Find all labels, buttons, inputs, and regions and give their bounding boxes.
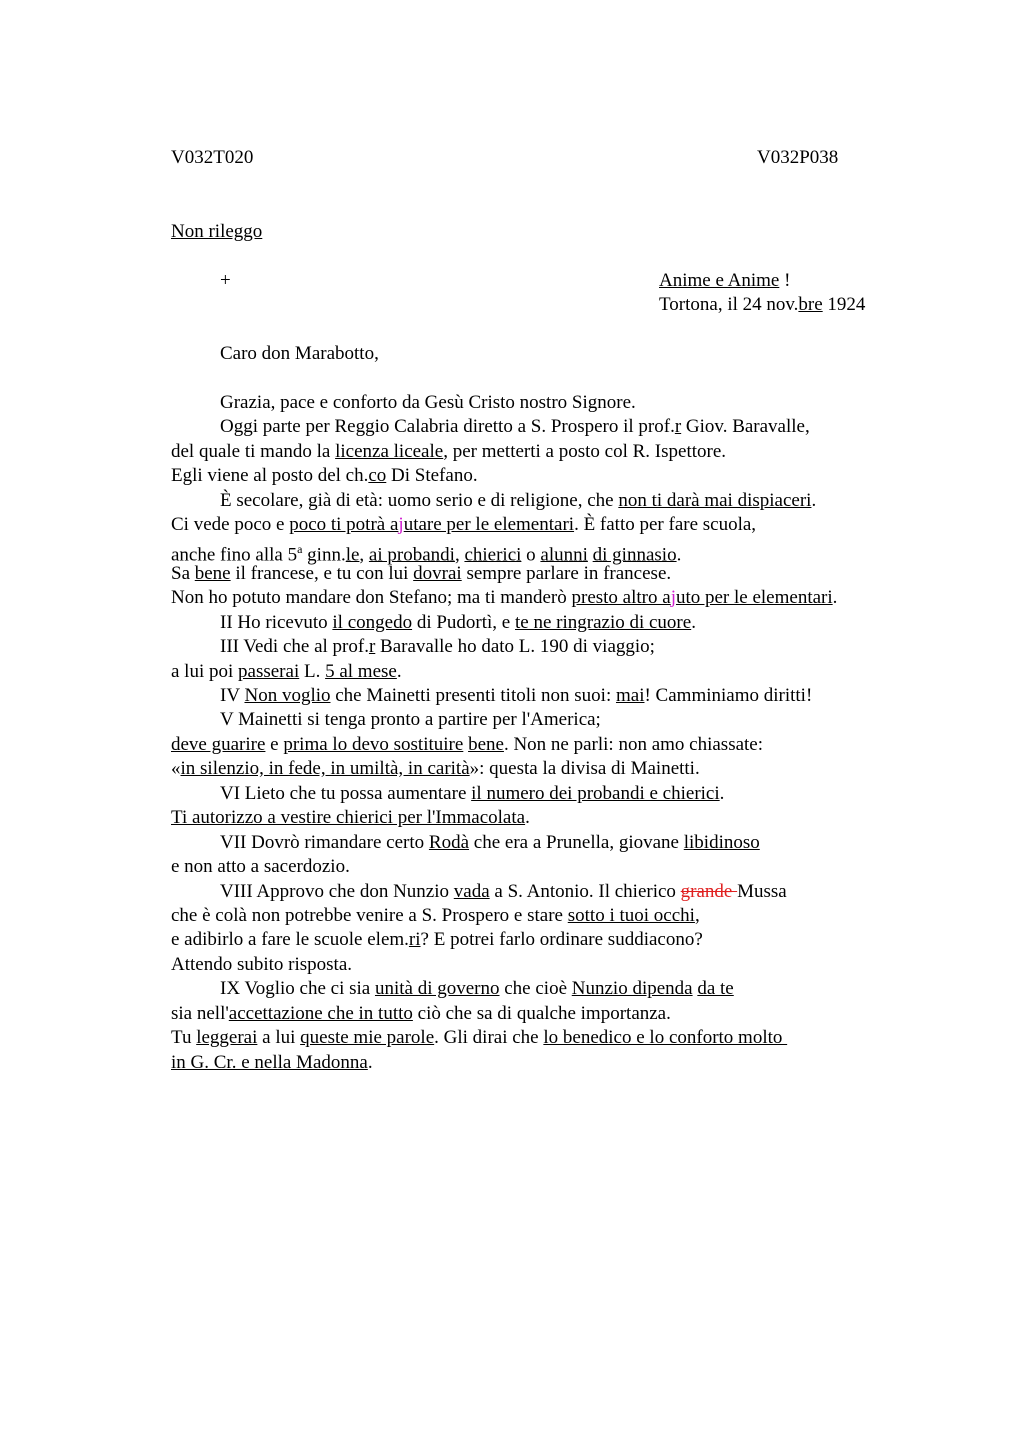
l2-a: Oggi parte per Reggio Calabria diretto a S. Prospero il prof.	[220, 416, 675, 437]
line-10	[220, 611, 696, 635]
line-20: e non atto a sacerdozio.	[171, 856, 350, 877]
l5-a: È secolare, già di età: uomo serio e di religione, che	[220, 490, 619, 511]
l15-c: prima lo devo sostituire	[283, 734, 464, 755]
line-19	[220, 831, 760, 855]
l5-b: non ti darà mai dispiaceri	[618, 490, 812, 511]
l15-b: e	[265, 734, 284, 755]
l27-a: Tu	[171, 1027, 197, 1048]
line-16	[171, 757, 700, 781]
l15-f: . Non ne parli: non amo chiassate:	[503, 734, 764, 755]
header-left-code: V032T020	[171, 147, 254, 168]
line-27	[171, 1026, 787, 1050]
l23-a: e adibirlo a fare le scuole elem.	[171, 929, 409, 950]
l21-e: Mussa	[737, 881, 787, 902]
l10-e: .	[691, 612, 696, 633]
l8-e: sempre parlare in francese.	[461, 563, 672, 584]
line-17	[220, 782, 724, 806]
l12-e: .	[396, 661, 402, 682]
l10-a: II Ho ricevuto	[220, 612, 333, 633]
l6-d: . È fatto per fare scuola,	[574, 514, 757, 535]
line-23	[171, 928, 703, 952]
l28-a: in G. Cr. e nella Madonna	[171, 1052, 368, 1073]
l7-c: le	[345, 544, 360, 566]
l13-e: ! Camminiamo diritti!	[644, 685, 813, 706]
l27-c: a lui	[257, 1027, 301, 1048]
l19-b: Rodà	[428, 832, 470, 853]
dateline-b: bre	[798, 294, 823, 315]
l12-d: 5 al mese	[325, 661, 397, 682]
l25-d: Nunzio dipenda	[571, 978, 693, 999]
l6-a: Ci vede poco e	[171, 514, 290, 535]
l7-i: alunni	[540, 544, 588, 566]
l15-e: bene	[468, 734, 504, 755]
motto-text: Anime e Anime	[659, 270, 780, 291]
l2-c: Giov. Baravalle,	[681, 416, 810, 437]
l19-a: VII Dovrò rimandare certo	[220, 832, 429, 853]
l7-b: ginn.	[302, 544, 346, 566]
l11-a: III Vedi che al prof.	[220, 636, 369, 657]
l26-c: ciò che sa di qualche importanza.	[412, 1003, 671, 1024]
l15-a: deve guarire	[171, 734, 266, 755]
l27-b: leggerai	[196, 1027, 258, 1048]
l13-b: Non voglio	[244, 685, 331, 706]
line-28	[171, 1051, 373, 1075]
l21-b: vada	[453, 881, 490, 902]
l3-b: licenza liceale	[335, 441, 444, 462]
l7-sup: a	[297, 542, 303, 556]
l8-c: il francese, e tu con lui	[230, 563, 414, 584]
l26-b: accettazione che in tutto	[228, 1003, 413, 1024]
line-3	[171, 440, 726, 464]
line-14: V Mainetti si tenga pronto a partire per l'America;	[220, 709, 601, 730]
l7-a: anche fino alla 5	[171, 544, 298, 566]
line-11	[220, 635, 655, 659]
l10-d: te ne ringrazio di cuore	[515, 612, 692, 633]
l9-j: j	[670, 587, 676, 608]
l5-c: .	[811, 490, 817, 511]
dateline	[659, 293, 865, 317]
l26-a: sia nell'	[171, 1003, 229, 1024]
l7-l: di ginnasio	[592, 544, 677, 566]
line-24: Attendo subito risposta.	[171, 954, 353, 975]
l4-a: Egli viene al posto del ch.	[171, 465, 369, 486]
cross: +	[220, 270, 231, 291]
l19-c: che era a Prunella, giovane	[469, 832, 684, 853]
l23-b: ri	[408, 929, 421, 950]
l7-f: ,	[454, 544, 465, 566]
l8-b: bene	[194, 563, 231, 584]
l3-a: del quale ti mando la	[171, 441, 336, 462]
line-4	[171, 464, 478, 488]
line-22	[171, 904, 700, 928]
l16-a: «	[171, 758, 181, 779]
l6-b: poco ti potrà a	[289, 514, 399, 535]
dateline-c: 1924	[822, 294, 866, 315]
line-5	[220, 489, 816, 513]
l22-a: che è colà non potrebbe venire a S. Prospero e stare	[171, 905, 568, 926]
l21-d: grande	[680, 881, 738, 902]
salutation: Caro don Marabotto,	[220, 343, 379, 364]
line-12	[171, 660, 402, 684]
line-21	[220, 880, 787, 904]
l8-a: Sa	[171, 563, 195, 584]
l16-b: in silenzio, in fede, in umiltà, in carità	[180, 758, 470, 779]
l12-a: a lui poi	[171, 661, 239, 682]
l6-c: utare per le elementari	[403, 514, 575, 535]
l22-b: sotto i tuoi occhi	[567, 905, 695, 926]
note: Non rileggo	[171, 221, 263, 242]
l7-d: ,	[359, 544, 369, 566]
l17-b: il numero dei probandi e chierici	[471, 783, 720, 804]
l13-a: IV	[220, 685, 245, 706]
l11-c: Baravalle ho dato L. 190 di viaggio;	[375, 636, 655, 657]
l12-b: passerai	[238, 661, 300, 682]
l17-a: VI Lieto che tu possa aumentare	[220, 783, 472, 804]
l9-d: .	[832, 587, 838, 608]
l10-c: di Pudortì, e	[412, 612, 515, 633]
l4-c: Di Stefano.	[386, 465, 478, 486]
l21-a: VIII Approvo che don Nunzio	[220, 881, 454, 902]
l13-d: mai	[615, 685, 645, 706]
l8-d: dovrai	[413, 563, 462, 584]
l10-b: il congedo	[332, 612, 413, 633]
l2-b: r	[674, 416, 682, 437]
line-6	[171, 513, 756, 537]
l12-c: L.	[299, 661, 326, 682]
l27-e: . Gli dirai che	[434, 1027, 544, 1048]
l13-c: che Mainetti presenti titoli non suoi:	[330, 685, 616, 706]
l6-j: j	[398, 514, 404, 535]
l25-a: IX Voglio che ci sia	[220, 978, 375, 999]
l23-c: ? E potrei farlo ordinare suddiacono?	[420, 929, 703, 950]
l19-d: libidinoso	[683, 832, 760, 853]
line-18	[171, 806, 530, 830]
l16-c: »: questa la divisa di Mainetti.	[469, 758, 700, 779]
l7-e: ai probandi	[368, 544, 455, 566]
l9-a: Non ho potuto mandare don Stefano; ma ti manderò	[171, 587, 572, 608]
l27-f: lo benedico e lo conforto molto	[543, 1027, 788, 1048]
motto	[659, 269, 790, 293]
line-1: Grazia, pace e conforto da Gesù Cristo nostro Signore.	[220, 392, 636, 413]
l7-m: .	[676, 544, 682, 566]
line-15	[171, 733, 763, 757]
l21-c: a S. Antonio. Il chierico	[489, 881, 681, 902]
l18-a: Ti autorizzo a vestire chierici per l'Immacolata	[171, 807, 526, 828]
l7-h: o	[521, 544, 541, 566]
l28-b: .	[367, 1052, 373, 1073]
l4-b: co	[368, 465, 387, 486]
header-right-code: V032P038	[757, 147, 839, 168]
dateline-a: Tortona, il 24 nov.	[659, 294, 799, 315]
l11-b: r	[368, 636, 376, 657]
l17-c: .	[719, 783, 725, 804]
line-9	[171, 586, 837, 610]
l18-b: .	[525, 807, 530, 828]
l3-c: , per metterti a posto col R. Ispettore.	[443, 441, 727, 462]
motto-mark: !	[779, 270, 791, 291]
l25-b: unità di governo	[374, 978, 500, 999]
l25-c: che cioè	[499, 978, 572, 999]
l7-g: chierici	[464, 544, 522, 566]
l22-c: ,	[694, 905, 700, 926]
l9-b: presto altro a	[571, 587, 671, 608]
line-8	[171, 562, 671, 586]
l9-c: uto per le elementari	[675, 587, 833, 608]
line-13	[220, 684, 812, 708]
line-25	[220, 977, 734, 1001]
line-2	[220, 415, 810, 439]
line-26	[171, 1002, 671, 1026]
l25-f: da te	[697, 978, 734, 999]
l27-d: queste mie parole	[300, 1027, 435, 1048]
